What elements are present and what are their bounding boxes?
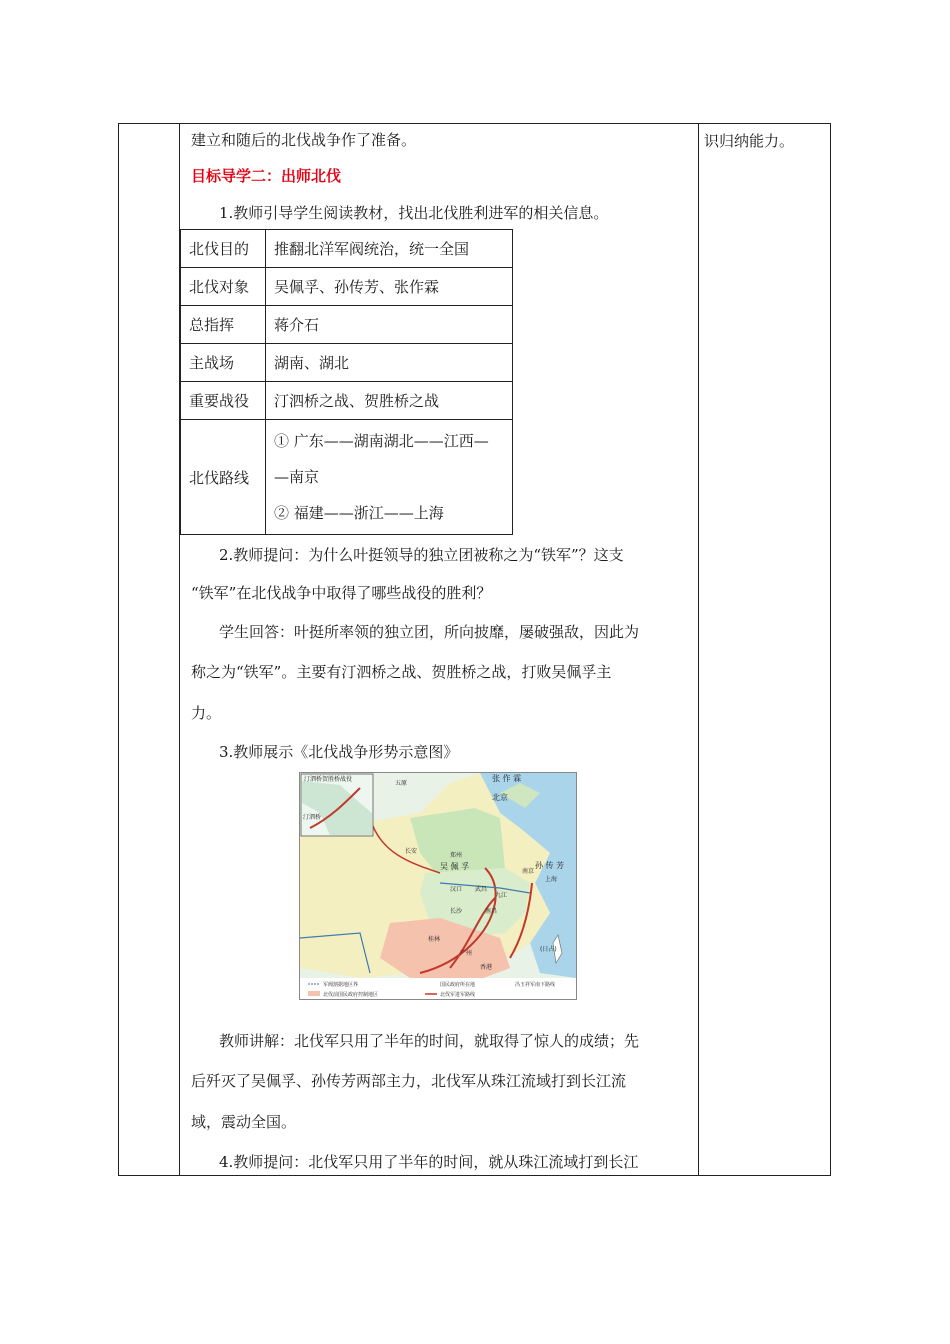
route-line: —南京 [274, 468, 320, 486]
text-line: 1.教师引导学生阅读教材，找出北伐胜利进军的相关信息。 [219, 204, 609, 222]
table-row [181, 420, 513, 535]
text-line: 4.教师提问：北伐军只用了半年的时间，就从珠江流域打到长江 [219, 1153, 639, 1171]
map-label: (日占) [540, 946, 557, 953]
map-label: 郑州 [450, 852, 463, 859]
table-row [181, 230, 513, 268]
text-line: 域，震动全国。 [191, 1113, 297, 1131]
text-line: 教师讲解：北伐军只用了半年的时间，就取得了惊人的成绩；先 [219, 1032, 640, 1050]
map-label: 桂林 [428, 936, 441, 943]
text-line: 建立和随后的北伐战争作了准备。 [191, 131, 417, 149]
table-key: 总指挥 [181, 306, 266, 344]
table-value: 推翻北洋军阀统治，统一全国 [266, 230, 513, 268]
table-value: 蒋介石 [266, 306, 513, 344]
legend-item: 北伐前国民政府控制地区 [323, 992, 379, 998]
table-value: 汀泗桥之战、贺胜桥之战 [266, 382, 513, 420]
table-value [266, 420, 513, 535]
text-line: 后歼灭了吴佩孚、孙传芳两部主力，北伐军从珠江流域打到长江流 [191, 1072, 627, 1090]
table-value: 吴佩孚、孙传芳、张作霖 [266, 268, 513, 306]
table-key: 北伐对象 [181, 268, 266, 306]
route-line: ① 广东——湖南湖北——江西— [274, 432, 489, 450]
map-label: 南昌 [485, 908, 498, 915]
legend-item: 军阀割据地区界 [323, 982, 359, 988]
legend-item: 北伐军进军路线 [440, 992, 476, 998]
section-heading: 目标导学二：出师北伐 [191, 167, 342, 185]
map-label: 香港 [480, 964, 493, 971]
map-label: 张 作 霖 [492, 774, 522, 783]
northern-expedition-map [299, 772, 577, 1000]
lesson-table [118, 123, 831, 1176]
map-label: 南京 [522, 868, 535, 875]
info-table [180, 229, 513, 535]
legend-item: 冯玉祥军南下路线 [515, 982, 556, 988]
table-key: 北伐目的 [181, 230, 266, 268]
text-line: 力。 [191, 704, 222, 722]
map-label: 汉口 [450, 886, 463, 893]
table-row [181, 306, 513, 344]
table-row [181, 268, 513, 306]
text-line: 2.教师提问：为什么叶挺领导的独立团被称之为“铁军”？这支 [219, 546, 624, 564]
text-line: 学生回答：叶挺所率领的独立团，所向披靡，屡破强敌，因此为 [219, 623, 640, 641]
map-label: 长安 [405, 848, 418, 855]
map-label: 长沙 [450, 908, 463, 915]
text-line: “铁军”在北伐战争中取得了哪些战役的胜利？ [191, 584, 492, 602]
text-line: 称之为“铁军”。主要有汀泗桥之战、贺胜桥之战，打败吴佩孚主 [191, 663, 612, 681]
legend-item: 国民政府所在地 [440, 982, 476, 988]
table-value: 湖南、湖北 [266, 344, 513, 382]
map-label: 孙 传 芳 [535, 861, 565, 870]
inset-title: 汀泗桥贺胜桥战役 [304, 776, 353, 783]
map-label: 北京 [492, 793, 508, 802]
right-note: 识归纳能力。 [704, 132, 795, 150]
map-label: 五原 [395, 780, 408, 787]
map-label: 武昌 [475, 886, 488, 893]
text-line: 3.教师展示《北伐战争形势示意图》 [219, 743, 459, 761]
map-label: 汀泗桥 [303, 814, 322, 821]
table-row [181, 344, 513, 382]
map-label: 广州 [460, 950, 473, 957]
map-label: 九江 [495, 892, 508, 899]
table-key: 主战场 [181, 344, 266, 382]
table-key: 重要战役 [181, 382, 266, 420]
column-divider [698, 124, 699, 1175]
table-row [181, 382, 513, 420]
map-label: 上海 [545, 876, 558, 883]
route-line: ② 福建——浙江——上海 [274, 504, 444, 522]
map-label: 吴 佩 孚 [440, 862, 470, 871]
table-key: 北伐路线 [181, 420, 266, 535]
